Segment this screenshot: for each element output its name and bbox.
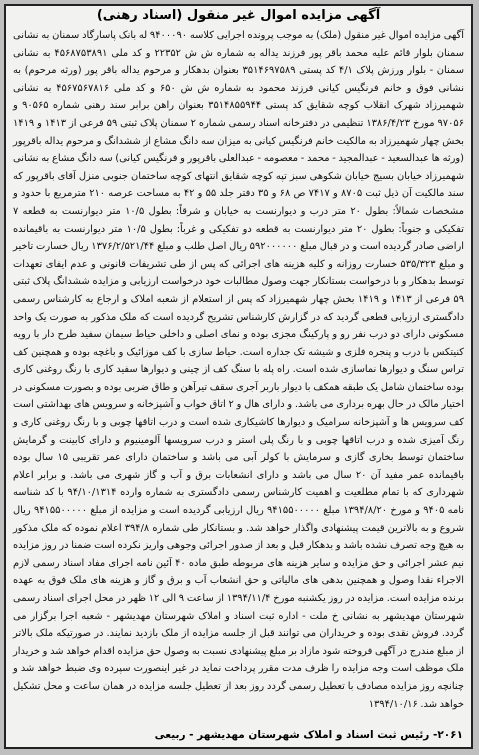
notice-sheet xyxy=(4,4,473,749)
notice-footer: ۲۰۶۱- رئیس ثبت اسناد و املاک شهرستان مهدیشهر - ربیعی xyxy=(154,729,463,741)
notice-title: آگهی مزایده اموال غیر منقول (اسناد رهنی) xyxy=(96,8,381,23)
notice-body: آگهی مزایده اموال غیر منقول (ملک) به موجب پرونده اجرایی کلاسه ۹۴۰۰۰۹۰ له بانک پاسارگاد سمنان به نشانی سمنان بلوار قائم علیه محمد باقر پور فرزند یداله به شماره ش ش ۲۲۳۵۲ و کد ملی ۴۵۶۸۷۵۳۸۹۱ به نشانی سمنان - بلوار ورزش پلاک ۴/۱ کد پستی ۳۵۱۴۶۹۷۵۸۹ بعنوان بدهکار و مرحوم یداله باقر پور (ورثه مرحوم) به نشانی فوق و خانم فرنگیس کیانی فرزند محمود به شماره ش ش ۶۵۰ و کد ملی ۴۵۶۷۵۶۷۸۱۶ به نشانی شهمیرزاد شهرک انقلاب کوچه شقایق کد پستی ۳۵۱۴۸۵۵۹۴۴ بعنوان راهن برابر سند رهنی شماره ۹۰۵۶۵ و ۹۷۰۵۶ مورخ ۱۳۸۶/۴/۲۳ تنظیمی در دفترخانه اسناد رسمی شماره ۲ سمنان پلاک ثبتی ۵۹ فرعی از ۱۴۱۳ و ۱۴۱۹ بخش چهار شهمیرزاد به مالکیت خانم فرنگیس کیانی به میزان سه دانگ مشاع از ششدانگ و مرحوم یداله باقرپور (ورثه ها عبدالسعید - عبدالمجید - محمد - معصومه - عبدالعلی باقرپور و فرنگیس کیانی) سه دانگ مشاع به نشانی شهمیرزاد خیابان بسیج خیابان شکوهی سبز تپه کوچه شقایق انتهای کوچه ساختمان جنوبی منزل آقای باقرپور که سند مالکیت آن ذیل ثبت ۸۷۰۵ و ۷۴۱۷ ص ۶۸ و ۳۵ دفتر جلد ۵۵ و ۴۲ به مساحت عرصه ۲۱۰ مترمربع با حدود و مشخصات شمالاً: بطول ۲۰ متر درب و دیوارنست به خیابان و شرقاً: بطول ۱۰/۵ متر دیوارنست به قطعه ۷ تفکیکی و جنوباً: بطول ۲۰ متر دیوارنست به قطعه دو تفکیکی و غرباً: بطول ۱۰/۵ متر دیوارنست به باقیمانده اراضی صادر گردیده است و در قبال مبلغ ۵۹۲۰۰۰۰۰۰ ریال اصل طلب و مبلغ ۱۳۷۶/۲/۵۲۱/۴۴ ریال خسارت تاخیر و مبلغ ۵۳۵/۳۲۳ خسارت روزانه و کلیه هزینه های اجرائی که پس از طی تشریفات قانونی و عدم ایفای تعهدات توسط بدهکار و با درخواست بستانکار جهت وصول مطالبات خود درخواست ارزیابی و مزایده ششدانگ پلاک ثبتی ۵۹ فرعی از ۱۴۱۳ و ۱۴۱۹ بخش چهار شهمیرزاد که پس از استعلام از شعبه املاک و ارجاع به کارشناس رسمی دادگستری ارزیابی قطعی گردید که در گزارش کارشناس تشریح گردیده است که ملک مذکور به صورت یک واحد مسکونی دارای دو درب نفر رو و پارکینگ مجزی بوده و نمای اصلی و داخلی حیاط سیمان سفید طرح دار با رویه کنیتکس با درب و پنجره فلزی و شیشه تک جداره است. حیاط سازی با کف موزائیک و باغچه بوده و همچنین کف تراس سنگ و دیوارها نماسازی شده است. راه پله با سنگ کف از چینی و دیوارها سفید کاری با رنگ روغنی کاری بوده ساختمان شامل یک طبقه همکف با دیوار باربر آجری سقف تیرآهن و طاق ضربی بوده و بصورت مسکونی در اختیار مالک در حال بهره برداری می باشد. و دارای هال و ۲ اتاق خواب و آشپزخانه و سرویس های بهداشتی است کف سرویس ها و آشپزخانه سرامیک و دیوارها کاشیکاری شده است و درب اتاقها چوبی و با رنگ روغنی کاری و رنگ آمیزی شده و درب اتاقها چوبی و با رنگ پلی استر و درب سرویسها آلومینیوم و دارای کابینت و گرمایش ساختمان توسط بخاری گازی و سرمایش با کولر آبی می باشد و ساختمان دارای عمر تقریبی ۱۵ سال بوده باقیمانده عمر مفید آن ۲۰ سال می باشد و دارای انشعابات برق و آب و گاز شهری می باشد. و برابر اعلام شهرداری که با تمام مطلعیت و اهمیت کارشناس رسمی دادگستری به شماره وارده ۹۴/۱۰/۱۳۱۴ با کد شناسه نامه ۹۴۰۵ و مورخ ۱۳۹۴/۸/۲۰ مبلغ ۹۴۱۵۵۰۰۰۰۰ ریال ارزیابی گردیده است و مزایده از مبلغ ۹۴۱۵۵۰۰۰۰۰ ریال شروع و به بالاترین قیمت پیشنهادی واگذار خواهد شد. و بستانکار طی شماره ۳۹۴/۸ اعلام نموده که ملک مذکور به هیچ وجه تصرف نشده باشد و بدهکار قبل و بعد از صدور اجرائی وجوهی واریز نکرده است ضمنا در روز مزایده نیم عشر اجرائی و حق مزایده و سایر هزینه های مربوطه طبق ماده ۴۰ آئین نامه اجرای مفاد اسناد رسمی لازم الاجراء نقدا وصول و همچنین بدهی های مالیاتی و حق انشعاب آب و برق و گاز و هزینه های ملک فوق به عهده برنده مزایده است. مزایده در روز یکشنبه مورخ ۱۳۹۴/۱۱/۴ از ساعت ۹ الی ۱۲ ظهر در محل اجرای اسناد رسمی شهرستان مهدیشهر به نشانی خ ملت - اداره ثبت اسناد و املاک شهرستان مهدیشهر - شعبه اجرا برگزار می گردد. فروش نقدی بوده و خریداران می توانند قبل از جلسه مزایده از ملک بازدید نمایند. در صورتیکه ملک بالاتر از مبلغ مندرج در آگهی فروخته شود مازاد بر مبلغ پیشنهادی نسبت به وصول حق مزایده اقدام خواهد شد و خریدار ملک موظف است وجه مزایده را ظرف مدت مقرر پرداخت نماید در غیر اینصورت سپرده وی ضبط خواهد شد و چنانچه روز مزایده مصادف با تعطیل رسمی گردد روز بعد از تعطیل جلسه مزایده در همان ساعت و محل تشکیل خواهد شد. ۱۳۹۴/۱۰/۱۶ xyxy=(13,30,465,710)
